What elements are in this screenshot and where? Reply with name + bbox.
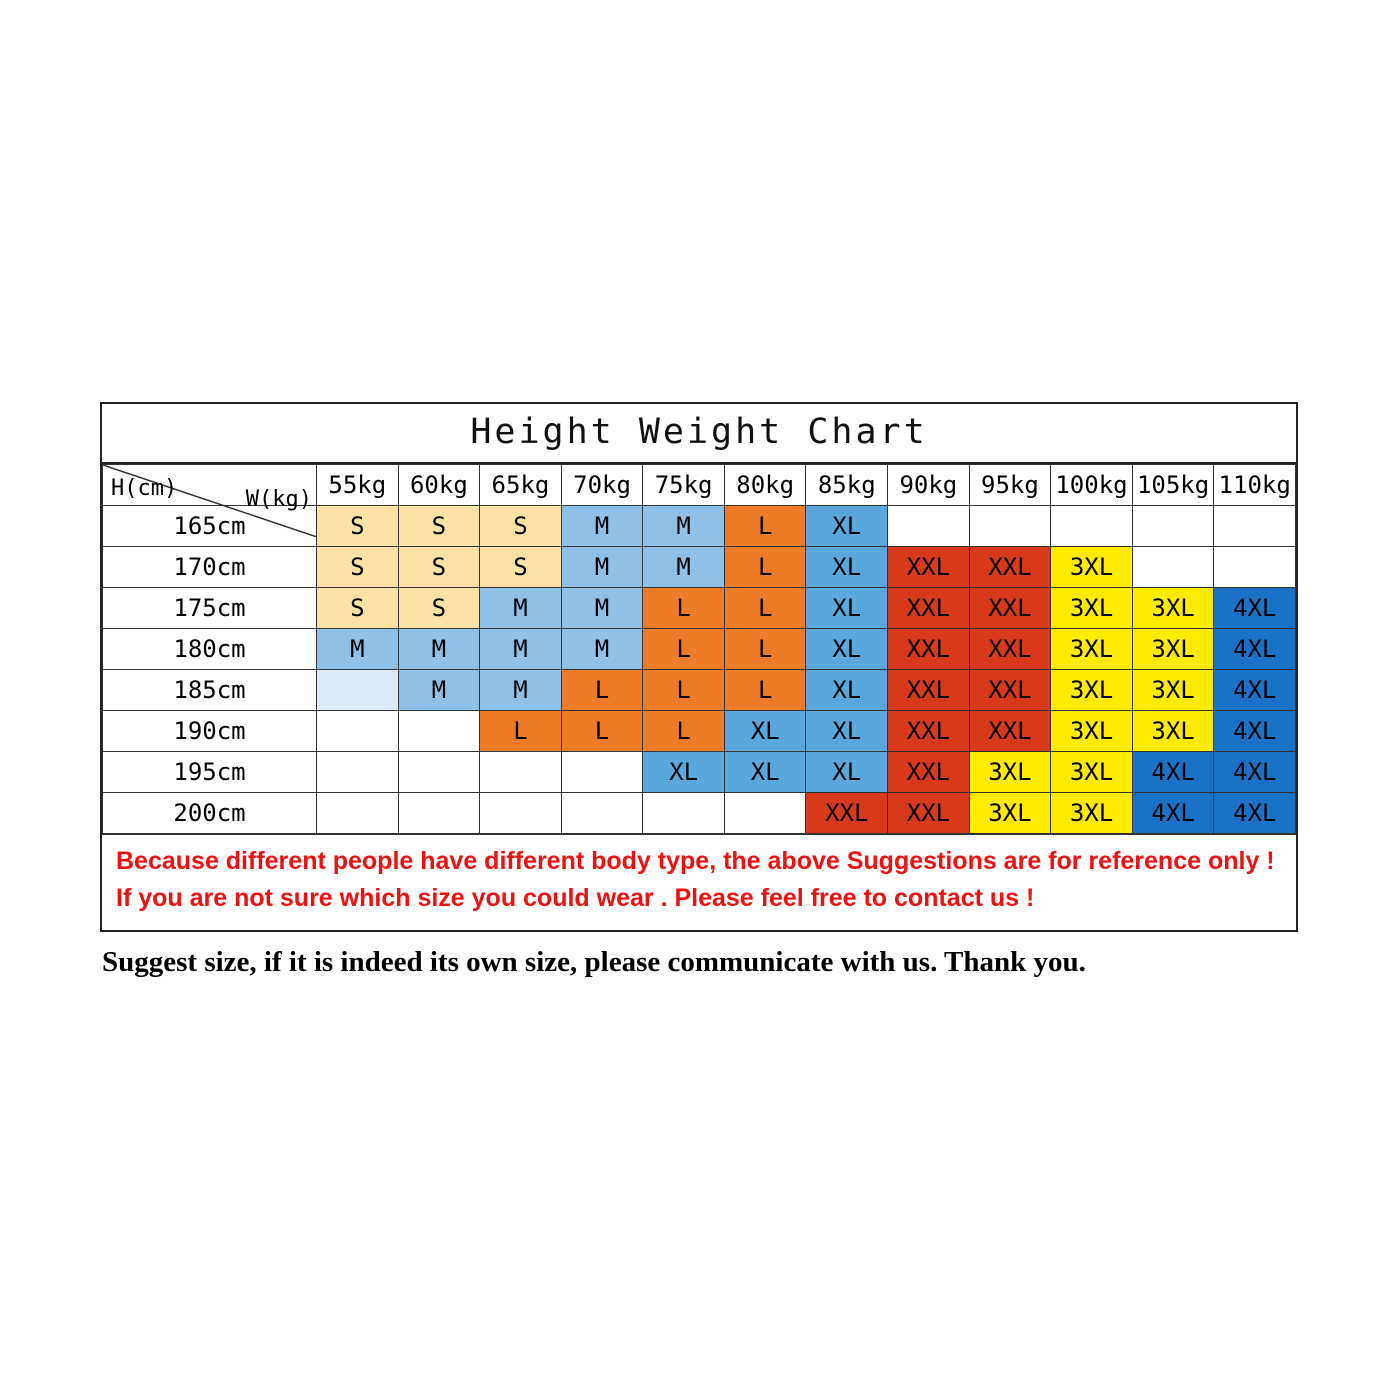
size-cell: L <box>724 506 806 547</box>
row-header-height: 180cm <box>103 629 317 670</box>
row-header-height: 190cm <box>103 711 317 752</box>
size-cell: L <box>643 670 725 711</box>
size-cell: M <box>561 588 643 629</box>
column-header: 90kg <box>888 465 970 506</box>
size-cell: 4XL <box>1214 629 1296 670</box>
size-cell: M <box>643 547 725 588</box>
size-cell: L <box>724 629 806 670</box>
note-line-2: If you are not sure which size you could wear . Please feel free to contact us ! <box>116 883 1035 912</box>
size-cell: XXL <box>888 670 970 711</box>
size-cell: XXL <box>888 629 970 670</box>
size-cell: M <box>480 670 562 711</box>
size-cell: L <box>724 588 806 629</box>
size-cell: S <box>398 506 480 547</box>
size-cell: XXL <box>888 793 970 834</box>
size-cell: L <box>561 670 643 711</box>
weight-axis-label: W(kg) <box>245 487 312 512</box>
size-cell <box>969 506 1051 547</box>
size-cell <box>888 506 970 547</box>
size-cell: L <box>643 711 725 752</box>
size-cell: S <box>317 547 399 588</box>
row-header-height: 175cm <box>103 588 317 629</box>
size-cell: XXL <box>806 793 888 834</box>
size-cell: 3XL <box>1051 547 1133 588</box>
size-cell: XL <box>806 711 888 752</box>
size-cell: 3XL <box>1132 670 1214 711</box>
size-cell: XXL <box>969 629 1051 670</box>
size-cell: M <box>561 506 643 547</box>
size-cell <box>643 793 725 834</box>
size-cell: S <box>317 506 399 547</box>
size-cell: L <box>643 629 725 670</box>
size-cell: S <box>317 588 399 629</box>
size-cell: M <box>561 547 643 588</box>
size-cell: XL <box>806 547 888 588</box>
column-header: 105kg <box>1132 465 1214 506</box>
size-cell: 4XL <box>1214 670 1296 711</box>
disclaimer-note <box>102 834 1296 930</box>
table-header-row <box>103 465 1296 506</box>
size-cell <box>398 752 480 793</box>
size-chart-sheet <box>100 402 1298 979</box>
size-cell <box>480 793 562 834</box>
column-header: 55kg <box>317 465 399 506</box>
size-cell: 3XL <box>1051 711 1133 752</box>
size-cell: 3XL <box>1051 670 1133 711</box>
size-cell: XXL <box>969 547 1051 588</box>
page-title: Height Weight Chart <box>102 404 1296 464</box>
size-cell: XXL <box>888 588 970 629</box>
column-header: 85kg <box>806 465 888 506</box>
row-header-height: 170cm <box>103 547 317 588</box>
table-row <box>103 629 1296 670</box>
size-cell: 4XL <box>1214 793 1296 834</box>
height-weight-chart <box>100 402 1298 932</box>
size-cell <box>398 711 480 752</box>
size-cell: 3XL <box>1132 629 1214 670</box>
size-cell <box>317 793 399 834</box>
size-cell: S <box>480 506 562 547</box>
size-cell <box>1214 506 1296 547</box>
size-cell: S <box>398 588 480 629</box>
size-cell: XL <box>806 629 888 670</box>
row-header-height: 200cm <box>103 793 317 834</box>
size-cell: M <box>317 629 399 670</box>
size-cell <box>1051 506 1133 547</box>
size-cell <box>317 670 399 711</box>
size-cell: M <box>480 588 562 629</box>
size-table <box>102 464 1296 834</box>
table-row <box>103 711 1296 752</box>
size-cell: XL <box>806 588 888 629</box>
size-cell: 3XL <box>969 793 1051 834</box>
size-cell <box>317 711 399 752</box>
size-cell <box>1214 547 1296 588</box>
size-cell: L <box>724 547 806 588</box>
size-cell: S <box>398 547 480 588</box>
size-cell: XL <box>806 506 888 547</box>
column-header: 60kg <box>398 465 480 506</box>
size-cell: XXL <box>888 547 970 588</box>
table-row <box>103 547 1296 588</box>
footer-text: Suggest size, if it is indeed its own size, please communicate with us. Thank you. <box>102 946 1086 978</box>
table-body <box>103 506 1296 834</box>
size-cell: XL <box>806 752 888 793</box>
size-cell: 4XL <box>1132 752 1214 793</box>
size-cell: L <box>724 670 806 711</box>
size-cell: 4XL <box>1214 752 1296 793</box>
column-header: 95kg <box>969 465 1051 506</box>
size-cell: XL <box>643 752 725 793</box>
row-header-height: 185cm <box>103 670 317 711</box>
size-cell: XXL <box>888 752 970 793</box>
table-row <box>103 752 1296 793</box>
size-cell: 3XL <box>1051 752 1133 793</box>
column-header: 75kg <box>643 465 725 506</box>
size-cell: S <box>480 547 562 588</box>
column-header: 65kg <box>480 465 562 506</box>
size-cell <box>398 793 480 834</box>
size-cell: XXL <box>969 588 1051 629</box>
size-cell <box>724 793 806 834</box>
size-cell: L <box>561 711 643 752</box>
size-cell: M <box>398 670 480 711</box>
size-cell: M <box>398 629 480 670</box>
table-header <box>103 465 1296 512</box>
size-cell: 3XL <box>969 752 1051 793</box>
height-axis-label: H(cm) <box>111 476 178 501</box>
size-cell: 3XL <box>1132 711 1214 752</box>
table-row <box>103 588 1296 629</box>
size-cell <box>561 793 643 834</box>
size-cell <box>317 752 399 793</box>
column-header: 100kg <box>1051 465 1133 506</box>
column-header: 110kg <box>1214 465 1296 506</box>
size-cell: 4XL <box>1214 588 1296 629</box>
size-cell: XXL <box>888 711 970 752</box>
size-cell <box>561 752 643 793</box>
axis-corner-cell <box>103 465 317 512</box>
size-cell: L <box>643 588 725 629</box>
size-cell: 3XL <box>1051 588 1133 629</box>
size-cell: M <box>480 629 562 670</box>
column-header: 70kg <box>561 465 643 506</box>
size-cell: XL <box>806 670 888 711</box>
size-cell: M <box>561 629 643 670</box>
table-row <box>103 793 1296 834</box>
size-cell <box>1132 547 1214 588</box>
size-cell: XL <box>724 752 806 793</box>
column-header: 80kg <box>724 465 806 506</box>
row-header-height: 165cm <box>103 506 317 547</box>
size-cell: XXL <box>969 711 1051 752</box>
size-cell: XL <box>724 711 806 752</box>
size-cell: 4XL <box>1214 711 1296 752</box>
size-cell: 4XL <box>1132 793 1214 834</box>
size-cell: XXL <box>969 670 1051 711</box>
size-cell <box>1132 506 1214 547</box>
size-cell: M <box>643 506 725 547</box>
table-row <box>103 670 1296 711</box>
size-cell: 3XL <box>1132 588 1214 629</box>
size-cell: 3XL <box>1051 793 1133 834</box>
size-cell: 3XL <box>1051 629 1133 670</box>
note-line-1: Because different people have different body type, the above Suggestions are for reference only ! <box>116 847 1275 875</box>
size-cell <box>480 752 562 793</box>
row-header-height: 195cm <box>103 752 317 793</box>
size-cell: L <box>480 711 562 752</box>
